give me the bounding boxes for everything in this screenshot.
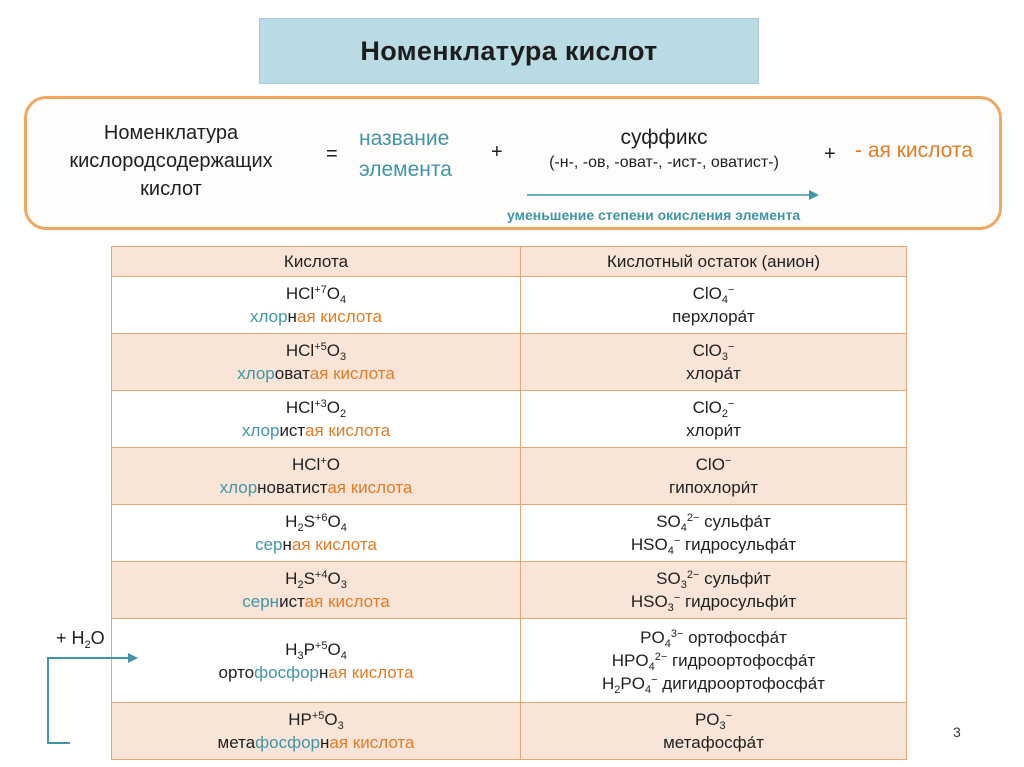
text-segment: 4 (667, 545, 674, 557)
text-segment: гипохлори́т (669, 478, 758, 497)
text-segment: S (303, 569, 315, 588)
plus-sign-2: + (824, 143, 836, 165)
text-segment: S (303, 512, 315, 531)
water-subscript: 2 (84, 639, 91, 651)
text-segment: − (727, 398, 735, 410)
text-segment: ая кислота (296, 307, 382, 326)
anion-line (525, 476, 902, 499)
acid-name (116, 661, 516, 684)
text-segment: хлор (250, 307, 288, 326)
acid-name (116, 476, 516, 499)
acid-cell (112, 562, 521, 619)
table-row (112, 703, 907, 760)
anion-line (525, 567, 902, 590)
text-segment: O (326, 398, 340, 417)
table-body (112, 277, 907, 760)
text-segment: ClO (692, 284, 722, 303)
table-row (112, 334, 907, 391)
text-segment: новатист (257, 478, 328, 497)
anion-cell (521, 334, 907, 391)
text-segment: H (285, 569, 298, 588)
text-segment: 2 (721, 408, 728, 420)
text-segment: +5 (311, 710, 325, 722)
acid-cell (112, 391, 521, 448)
acid-formula (116, 282, 516, 305)
anion-cell (521, 505, 907, 562)
text-segment: − (727, 341, 735, 353)
acid-ending-term: - ая кислота (855, 139, 973, 162)
text-segment: 2− (686, 512, 700, 524)
text-segment: орто (218, 662, 255, 682)
anion-line (525, 708, 902, 731)
text-segment: 3− (670, 628, 684, 640)
anion-line (525, 305, 902, 328)
text-segment: метафосфа́т (663, 733, 764, 752)
text-segment: SO (656, 569, 681, 588)
text-segment: O (327, 512, 341, 531)
anion-line (525, 731, 902, 754)
nomenclature-formula-box (24, 96, 1002, 230)
text-segment: +3 (314, 398, 327, 410)
header-acid: Кислота (112, 247, 521, 277)
text-segment: ая кислота (305, 421, 391, 440)
text-segment: 2 (297, 522, 304, 534)
anion-line (525, 453, 902, 476)
acid-cell (112, 703, 521, 760)
hydration-arrow-icon (40, 648, 140, 753)
acid-name (116, 731, 516, 754)
text-segment: фосфор (254, 662, 319, 682)
anion-cell (521, 619, 907, 703)
text-segment: + (320, 455, 327, 467)
anion-line (525, 590, 902, 613)
text-segment: ая кислота (328, 662, 414, 682)
header-anion: Кислотный остаток (анион) (521, 247, 907, 277)
text-segment: ая кислота (304, 592, 390, 611)
text-segment: PO (694, 710, 720, 729)
suffix-title: суффикс (620, 126, 708, 149)
equals-sign: = (326, 143, 338, 165)
text-segment: +4 (314, 569, 328, 581)
anion-cell (521, 391, 907, 448)
text-segment: PO (620, 674, 645, 693)
formula-subject-line-1: Номенклатура (103, 122, 239, 144)
formula-subject-line-3: кислот (140, 178, 202, 200)
text-segment: − (673, 592, 681, 604)
text-segment: хлор (219, 478, 258, 497)
text-segment: ист (279, 421, 306, 440)
anion-line (525, 419, 902, 442)
acid-name (116, 590, 516, 613)
text-segment: 3 (340, 351, 347, 363)
text-segment: ая кислота (327, 478, 413, 497)
decrease-arrow-icon (527, 187, 819, 203)
plus-sign-1: + (491, 141, 503, 163)
text-segment: +7 (314, 284, 327, 296)
text-segment: HSO (630, 592, 668, 611)
text-segment: хлори́т (686, 421, 741, 440)
text-segment: P (303, 639, 315, 659)
text-segment: ClO (692, 341, 722, 360)
text-segment: оват (274, 364, 310, 383)
text-segment: O (326, 284, 340, 303)
text-segment: HCl (285, 284, 315, 303)
text-segment: серн (242, 592, 280, 611)
text-segment: PO (640, 628, 665, 647)
acid-formula (116, 510, 516, 533)
text-segment: 4 (680, 522, 687, 534)
acid-formula (116, 339, 516, 362)
acid-formula (116, 453, 516, 476)
text-segment: +5 (314, 639, 328, 652)
text-segment: н (320, 733, 330, 752)
formula-subject-line-2: кислородсодержащих (69, 150, 273, 172)
water-plus-h: + H (56, 628, 85, 648)
text-segment: ортофосфа́т (683, 628, 787, 647)
text-segment: +5 (314, 341, 327, 353)
formula-subject (41, 119, 301, 203)
element-term-line-2: элемента (359, 158, 452, 181)
table-row (112, 505, 907, 562)
acid-cell (112, 619, 521, 703)
table-row (112, 277, 907, 334)
acid-formula (116, 396, 516, 419)
text-segment: HP (288, 710, 312, 729)
text-segment: 4 (644, 684, 652, 696)
text-segment: фосфор (255, 733, 321, 752)
anion-line (525, 672, 902, 695)
text-segment: H (602, 674, 615, 693)
text-segment: − (727, 284, 735, 296)
acid-formula (116, 567, 516, 590)
text-segment: сульфи́т (699, 569, 771, 588)
element-term-line-1: название (359, 127, 450, 150)
table-row (112, 562, 907, 619)
table-row (112, 619, 907, 703)
text-segment: 3 (680, 579, 687, 591)
text-segment: мета (217, 733, 256, 752)
text-segment: н (287, 307, 297, 326)
text-segment: 3 (297, 649, 304, 662)
text-segment: гидросульфи́т (680, 592, 797, 611)
acid-cell (112, 448, 521, 505)
anion-cell (521, 448, 907, 505)
acid-cell (112, 334, 521, 391)
anion-cell (521, 562, 907, 619)
suffix-term (505, 125, 823, 175)
anion-line (525, 362, 902, 385)
text-segment: 3 (721, 351, 728, 363)
text-segment: хлор (241, 421, 280, 440)
text-segment: H (285, 512, 298, 531)
water-addition-label (56, 628, 105, 649)
text-segment: 4 (340, 294, 347, 306)
anion-line (525, 533, 902, 556)
text-segment: 3 (337, 720, 344, 732)
text-segment: ист (279, 592, 305, 611)
text-segment: хлор (237, 364, 275, 383)
text-segment: 4 (664, 638, 671, 650)
anion-line (525, 396, 902, 419)
text-segment: HPO (611, 651, 649, 670)
acid-name (116, 533, 516, 556)
element-name-term (359, 123, 452, 185)
text-segment: 2 (614, 684, 621, 696)
text-segment: ая кислота (329, 733, 415, 752)
acid-formula (116, 638, 516, 661)
text-segment: 4 (340, 649, 347, 662)
anion-line (525, 626, 902, 649)
anion-line (525, 649, 902, 672)
anion-cell (521, 277, 907, 334)
anion-line (525, 510, 902, 533)
text-segment: HCl (285, 398, 315, 417)
text-segment: − (673, 535, 681, 547)
slide-title: Номенклатура кислот (259, 18, 759, 84)
text-segment: 4 (648, 661, 655, 673)
text-segment: 2 (340, 408, 347, 420)
text-segment: 4 (721, 294, 728, 306)
text-segment: сульфа́т (699, 512, 771, 531)
text-segment: O (327, 569, 341, 588)
text-segment: H (285, 639, 298, 659)
text-segment: SO (656, 512, 681, 531)
text-segment: − (651, 674, 658, 686)
acid-name (116, 305, 516, 328)
text-segment: гидросульфа́т (680, 535, 797, 554)
text-segment: 3 (340, 579, 347, 591)
table-row (112, 391, 907, 448)
text-segment: HCl (285, 341, 315, 360)
text-segment: − (724, 455, 732, 467)
suffix-list: (-н-, -ов, -оват-, -ист-, оватист-) (549, 154, 779, 171)
text-segment: 3 (719, 720, 726, 732)
text-segment: н (282, 535, 292, 554)
text-segment: ая кислота (309, 364, 395, 383)
text-segment: O (326, 341, 340, 360)
text-segment: ClO (692, 398, 722, 417)
table-row (112, 448, 907, 505)
text-segment: ая кислота (291, 535, 377, 554)
table-header-row (112, 247, 907, 277)
text-segment: O (326, 455, 340, 474)
text-segment: дигидроортофосфа́т (657, 674, 825, 693)
decrease-note: уменьшение степени окисления элемента (507, 207, 801, 223)
text-segment: O (327, 639, 341, 659)
text-segment: 4 (340, 522, 347, 534)
anion-line (525, 339, 902, 362)
acid-formula (116, 708, 516, 731)
text-segment: 2 (297, 579, 304, 591)
text-segment: 2− (654, 651, 668, 663)
text-segment: сер (255, 535, 283, 554)
text-segment: − (725, 710, 733, 722)
acid-cell (112, 505, 521, 562)
text-segment: хлора́т (686, 364, 741, 383)
text-segment: ClO (695, 455, 725, 474)
text-segment: +6 (314, 512, 328, 524)
anion-line (525, 282, 902, 305)
acid-cell (112, 277, 521, 334)
acids-table (111, 246, 907, 760)
text-segment: гидроортофосфа́т (667, 651, 816, 670)
acid-name (116, 362, 516, 385)
text-segment: перхлора́т (672, 307, 755, 326)
page-number: 3 (953, 724, 961, 740)
text-segment: HCl (291, 455, 321, 474)
text-segment: O (324, 710, 338, 729)
water-o: O (90, 628, 105, 648)
acid-name (116, 419, 516, 442)
anion-cell (521, 703, 907, 760)
text-segment: 2− (686, 569, 700, 581)
text-segment: н (318, 662, 329, 682)
text-segment: HSO (630, 535, 668, 554)
text-segment: 3 (667, 602, 674, 614)
